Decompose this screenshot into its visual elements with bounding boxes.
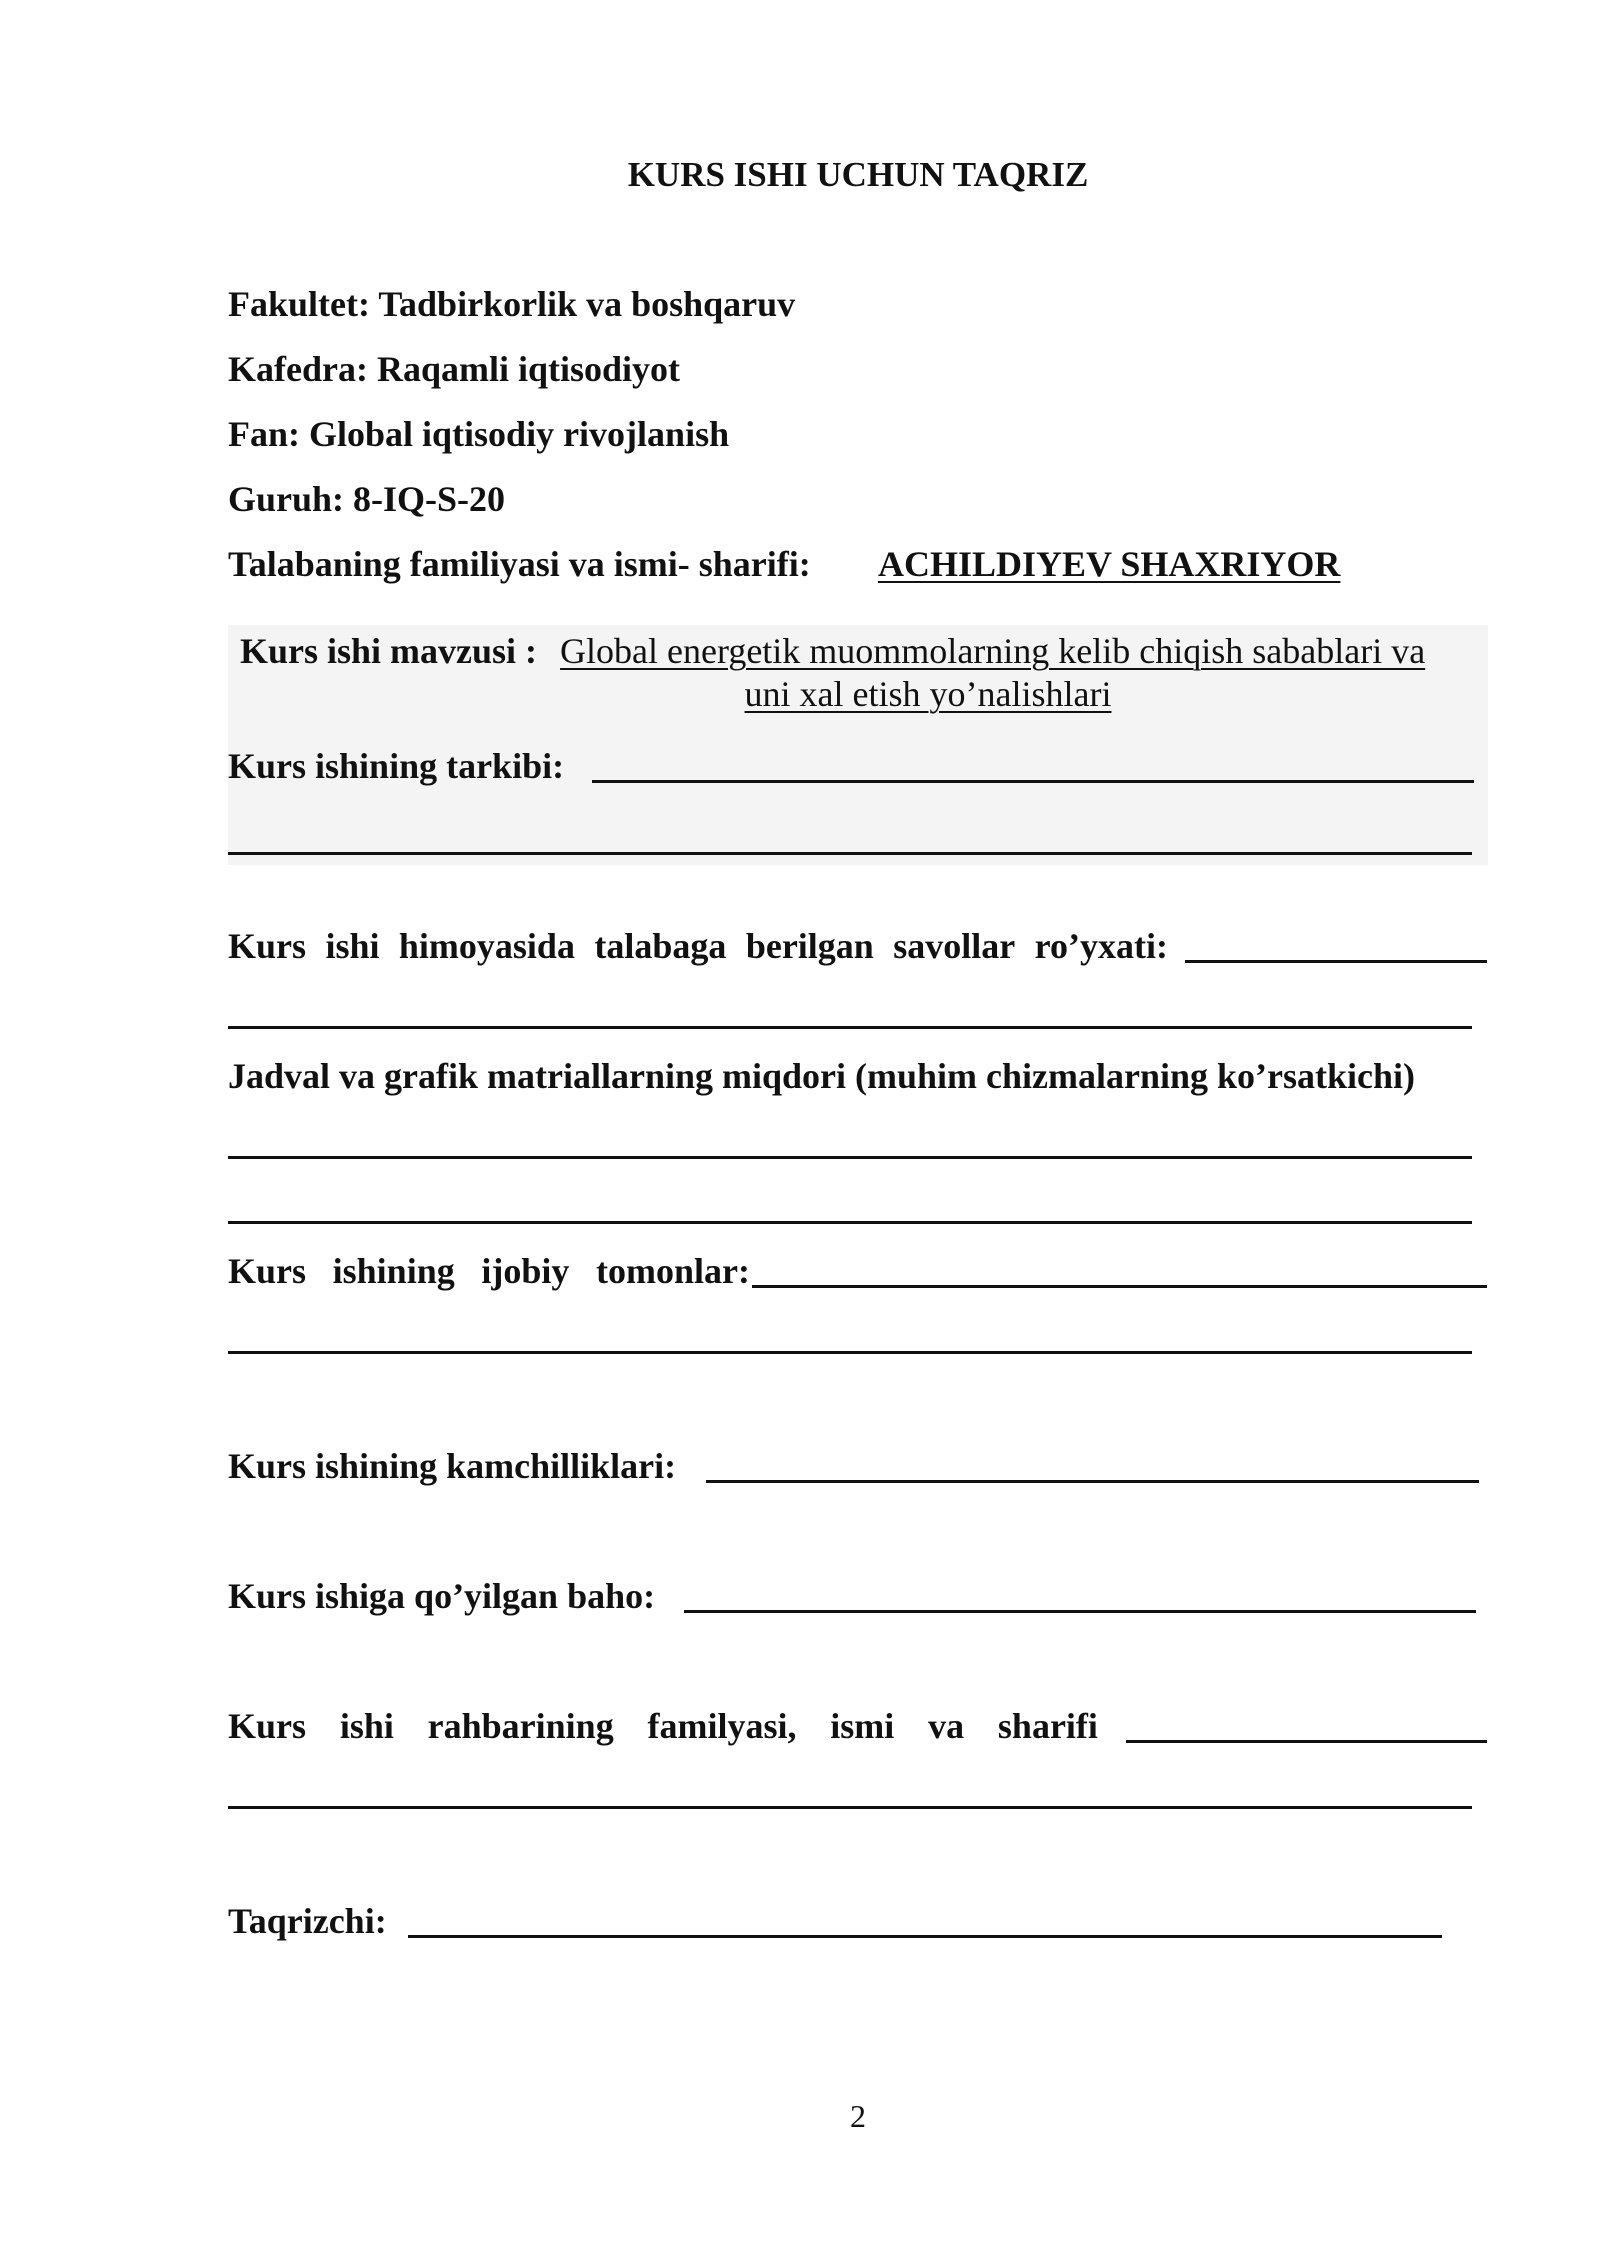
positive-blank-2	[228, 1351, 1472, 1354]
course-topic-line1: Global energetik muommolarning kelib chiqish sabablari va	[560, 631, 1426, 671]
tables-blank-1	[228, 1156, 1472, 1159]
supervisor-label: Kurs ishi rahbarining familyasi, ismi va sharifi	[228, 1706, 1098, 1746]
page-number: 2	[850, 2098, 866, 2134]
questions-blank-2	[228, 1026, 1472, 1029]
student-name-label: Talabaning familiyasi va ismi- sharifi:	[228, 544, 811, 584]
shortcomings-blank	[706, 1480, 1479, 1483]
reviewer-blank	[408, 1935, 1442, 1938]
course-topic-line2: uni xal etish yo’nalishlari	[744, 674, 1112, 714]
composition-blank-1	[592, 780, 1474, 783]
document-title: KURS ISHI UCHUN TAQRIZ	[627, 155, 1089, 194]
supervisor-blank-2	[228, 1806, 1472, 1809]
positive-blank-1	[752, 1285, 1487, 1288]
group-line: Guruh: 8-IQ-S-20	[228, 479, 506, 519]
questions-blank-1	[1185, 960, 1487, 963]
composition-blank-2	[228, 852, 1472, 855]
reviewer-label: Taqrizchi:	[228, 1901, 387, 1941]
shortcomings-label: Kurs ishining kamchilliklari:	[228, 1446, 677, 1486]
tables-blank-2	[228, 1221, 1472, 1224]
department-line: Kafedra: Raqamli iqtisodiyot	[228, 349, 681, 389]
subject-line: Fan: Global iqtisodiy rivojlanish	[228, 414, 730, 454]
faculty-line: Fakultet: Tadbirkorlik va boshqaruv	[228, 284, 796, 324]
composition-label: Kurs ishining tarkibi:	[228, 746, 565, 786]
supervisor-blank-1	[1126, 1740, 1487, 1743]
grade-label: Kurs ishiga qo’yilgan baho:	[228, 1576, 656, 1616]
positive-label: Kurs ishining ijobiy tomonlar:	[228, 1251, 750, 1291]
questions-label: Kurs ishi himoyasida talabaga berilgan savollar ro’yxati:	[228, 926, 1168, 966]
grade-blank	[684, 1610, 1476, 1613]
tables-label: Jadval va grafik matriallarning miqdori (muhim chizmalarning ko’rsatkichi)	[228, 1056, 1416, 1096]
student-name-value: ACHILDIYEV SHAXRIYOR	[878, 544, 1341, 584]
course-topic-label: Kurs ishi mavzusi :	[240, 631, 538, 671]
